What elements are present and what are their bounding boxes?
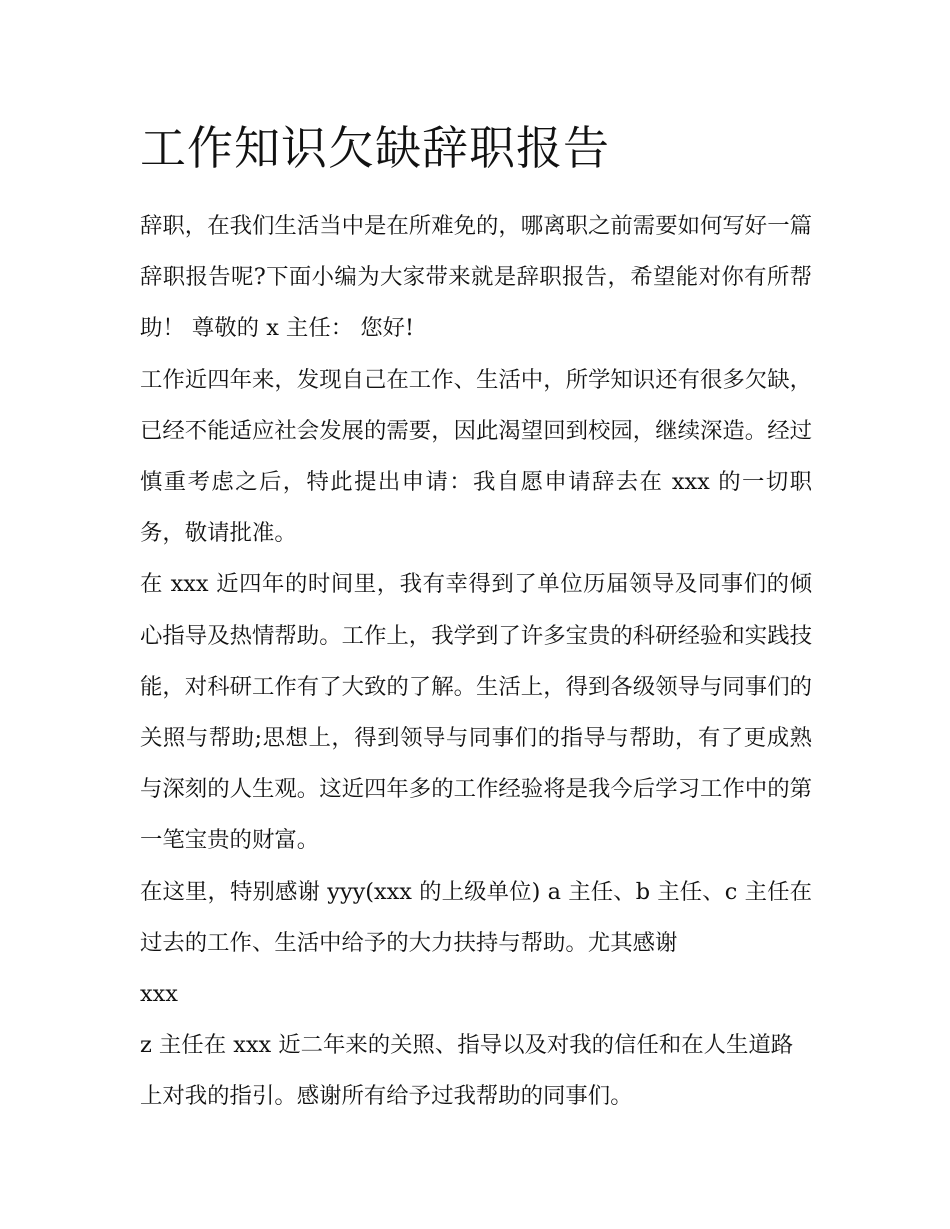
document-title: 工作知识欠缺辞职报告 (140, 121, 610, 175)
document-content (140, 115, 812, 1123)
document-body (140, 201, 812, 1123)
paragraph-closing: z 主任在 xxx 近二年来的关照、指导以及对我的信任和在人生道路上对我的指引。感谢所有给予过我帮助的同事们。 (140, 1032, 794, 1110)
paragraph-intro: 辞职，在我们生活当中是在所难免的，哪离职之前需要如何写好一篇辞职报告呢?下面小编为大家带来就是辞职报告，希望能对你有所帮助！ 尊敬的 x 主任： 您好! (140, 213, 812, 342)
paragraph-thanks: 在这里，特别感谢 yyy(xxx 的上级单位) a 主任、b 主任、c 主任在过去的工作、生活中给予的大力扶持与帮助。尤其感谢 (140, 878, 812, 956)
paragraph-xxx: xxx (140, 981, 178, 1008)
paragraph-reason: 工作近四年来，发现自己在工作、生活中，所学知识还有很多欠缺，已经不能适应社会发展的需要，因此渴望回到校园，继续深造。经过慎重考虑之后，特此提出申请：我自愿申请辞去在 xxx 的一切职务，敬请批准。 (140, 366, 812, 547)
paragraph-gratitude: 在 xxx 近四年的时间里，我有幸得到了单位历届领导及同事们的倾心指导及热情帮助。工作上，我学到了许多宝贵的科研经验和实践技能，对科研工作有了大致的了解。生活上，得到各级领导与同事们的关照与帮助;思想上，得到领导与同事们的指导与帮助，有了更成熟与深刻的人生观。这近四年多的工作经验将是我今后学习工作中的第一笔宝贵的财富。 (140, 571, 812, 854)
